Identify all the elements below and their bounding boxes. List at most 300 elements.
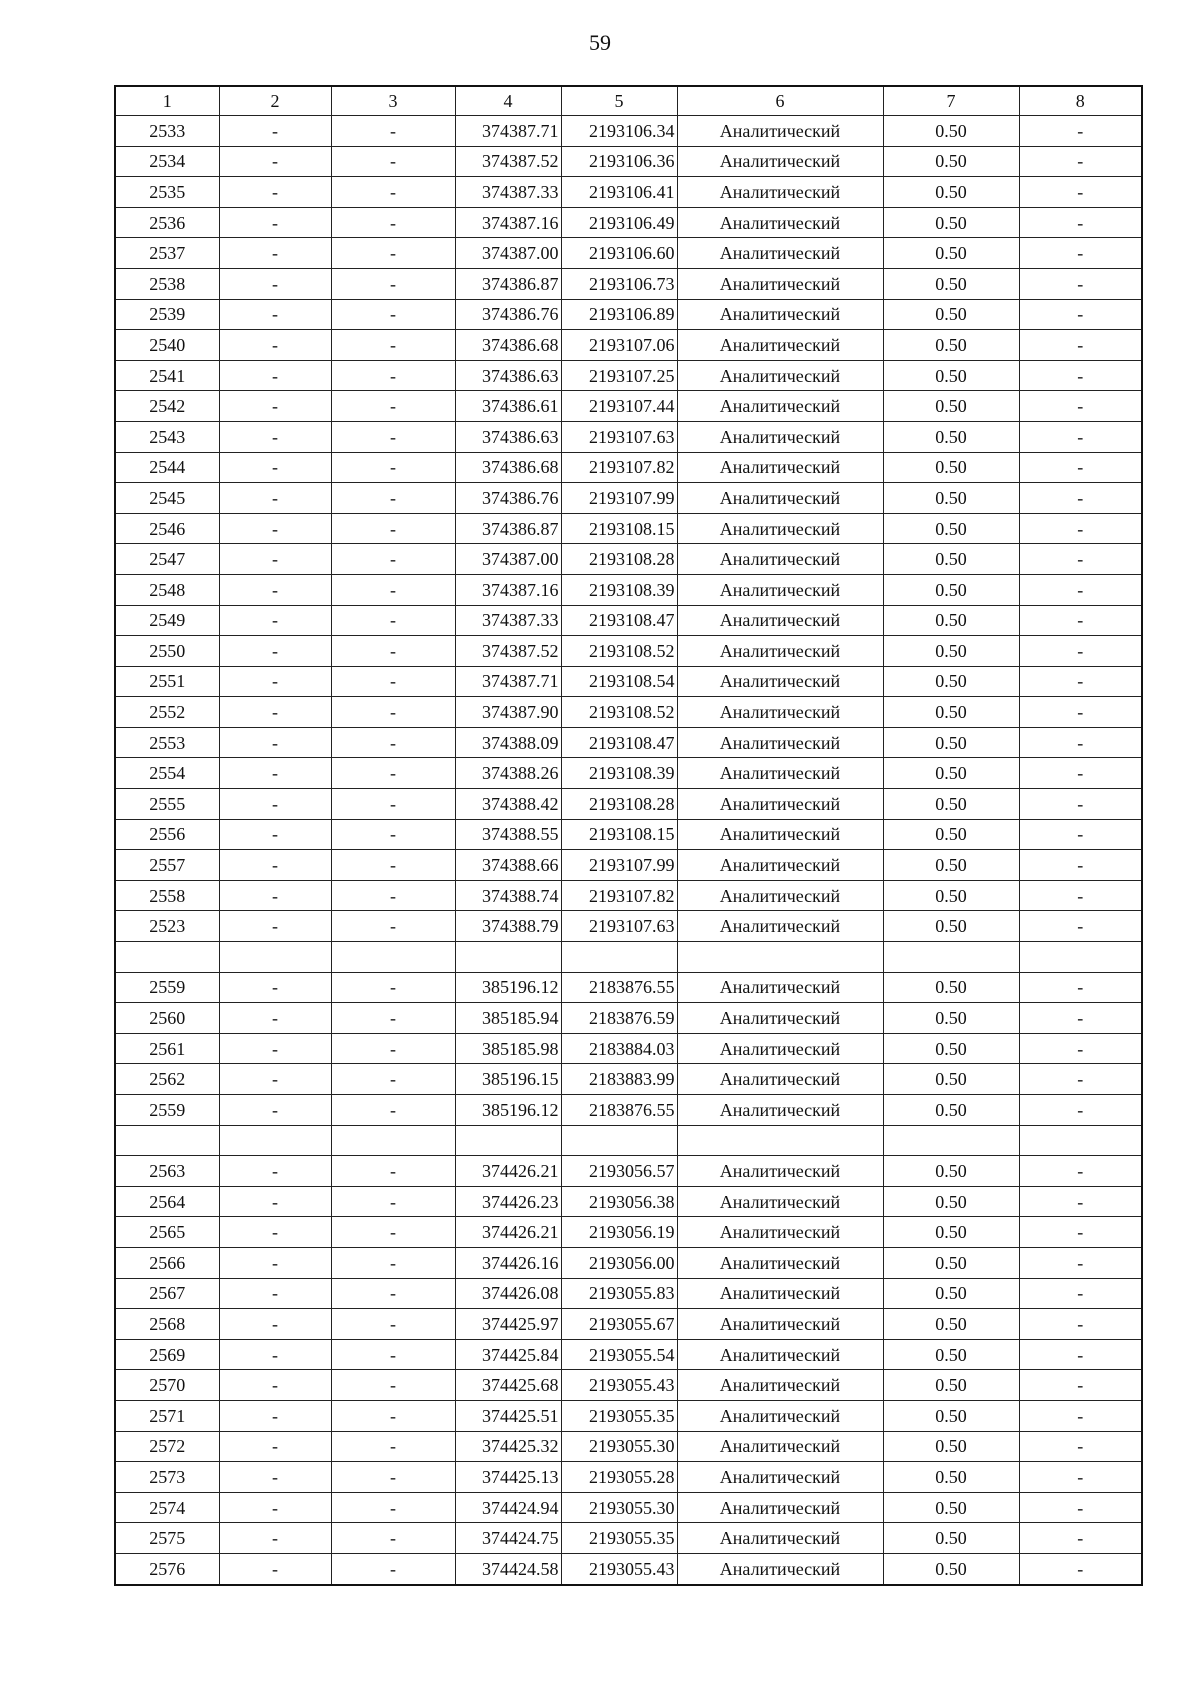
cell-col-8: - bbox=[1019, 1186, 1142, 1217]
table-row bbox=[115, 1186, 1142, 1217]
cell-accuracy: 0.50 bbox=[883, 360, 1019, 391]
table-row bbox=[115, 452, 1142, 483]
cell-coord-x: 374387.52 bbox=[455, 636, 561, 667]
cell-col-2: - bbox=[219, 666, 331, 697]
cell-method: Аналитический bbox=[677, 727, 883, 758]
cell-method: Аналитический bbox=[677, 116, 883, 147]
cell-method: Аналитический bbox=[677, 1400, 883, 1431]
table-body bbox=[115, 116, 1142, 1585]
cell-accuracy: 0.50 bbox=[883, 666, 1019, 697]
cell-coord-y bbox=[561, 1125, 677, 1156]
table-row bbox=[115, 1431, 1142, 1462]
cell-col-2: - bbox=[219, 880, 331, 911]
cell-col-8: - bbox=[1019, 452, 1142, 483]
table-row bbox=[115, 911, 1142, 942]
cell-col-8: - bbox=[1019, 1064, 1142, 1095]
cell-col-3: - bbox=[331, 1186, 455, 1217]
cell-coord-x: 374387.33 bbox=[455, 605, 561, 636]
cell-col-8 bbox=[1019, 942, 1142, 973]
table-row bbox=[115, 1400, 1142, 1431]
cell-col-8: - bbox=[1019, 1553, 1142, 1584]
cell-coord-y: 2193108.47 bbox=[561, 605, 677, 636]
cell-coord-x: 374388.26 bbox=[455, 758, 561, 789]
cell-col-2: - bbox=[219, 177, 331, 208]
table-row bbox=[115, 177, 1142, 208]
cell-coord-x bbox=[455, 1125, 561, 1156]
cell-point-number bbox=[115, 942, 219, 973]
cell-point-number: 2573 bbox=[115, 1462, 219, 1493]
cell-accuracy: 0.50 bbox=[883, 697, 1019, 728]
cell-accuracy: 0.50 bbox=[883, 819, 1019, 850]
cell-accuracy: 0.50 bbox=[883, 116, 1019, 147]
cell-col-8: - bbox=[1019, 666, 1142, 697]
cell-point-number: 2574 bbox=[115, 1492, 219, 1523]
cell-accuracy: 0.50 bbox=[883, 1003, 1019, 1034]
cell-accuracy: 0.50 bbox=[883, 421, 1019, 452]
cell-coord-x: 374386.87 bbox=[455, 268, 561, 299]
cell-col-2: - bbox=[219, 574, 331, 605]
cell-col-3: - bbox=[331, 819, 455, 850]
cell-col-2: - bbox=[219, 421, 331, 452]
cell-coord-x: 374426.21 bbox=[455, 1156, 561, 1187]
table-row bbox=[115, 1492, 1142, 1523]
cell-col-2: - bbox=[219, 330, 331, 361]
cell-col-3: - bbox=[331, 1492, 455, 1523]
cell-accuracy: 0.50 bbox=[883, 330, 1019, 361]
cell-point-number: 2561 bbox=[115, 1033, 219, 1064]
cell-accuracy: 0.50 bbox=[883, 880, 1019, 911]
cell-coord-y: 2193056.57 bbox=[561, 1156, 677, 1187]
cell-col-3: - bbox=[331, 636, 455, 667]
cell-coord-x: 374386.76 bbox=[455, 299, 561, 330]
cell-col-8: - bbox=[1019, 972, 1142, 1003]
cell-method: Аналитический bbox=[677, 1278, 883, 1309]
cell-col-8: - bbox=[1019, 911, 1142, 942]
cell-coord-y: 2193108.39 bbox=[561, 574, 677, 605]
cell-coord-y: 2193108.15 bbox=[561, 819, 677, 850]
cell-col-8: - bbox=[1019, 1492, 1142, 1523]
cell-method: Аналитический bbox=[677, 1431, 883, 1462]
cell-accuracy: 0.50 bbox=[883, 850, 1019, 881]
cell-point-number: 2537 bbox=[115, 238, 219, 269]
table-row bbox=[115, 1156, 1142, 1187]
cell-col-2: - bbox=[219, 513, 331, 544]
table-row bbox=[115, 819, 1142, 850]
cell-accuracy: 0.50 bbox=[883, 1033, 1019, 1064]
cell-col-8: - bbox=[1019, 727, 1142, 758]
cell-coord-x: 374387.16 bbox=[455, 207, 561, 238]
cell-coord-x: 374386.76 bbox=[455, 483, 561, 514]
cell-accuracy bbox=[883, 942, 1019, 973]
cell-accuracy: 0.50 bbox=[883, 207, 1019, 238]
cell-col-8: - bbox=[1019, 483, 1142, 514]
cell-col-3: - bbox=[331, 1370, 455, 1401]
cell-method: Аналитический bbox=[677, 268, 883, 299]
cell-col-2: - bbox=[219, 391, 331, 422]
cell-coord-y: 2193106.49 bbox=[561, 207, 677, 238]
cell-col-8: - bbox=[1019, 1523, 1142, 1554]
table-row bbox=[115, 972, 1142, 1003]
cell-accuracy: 0.50 bbox=[883, 177, 1019, 208]
cell-method: Аналитический bbox=[677, 391, 883, 422]
cell-point-number: 2570 bbox=[115, 1370, 219, 1401]
cell-coord-y: 2193106.36 bbox=[561, 146, 677, 177]
table-row bbox=[115, 1003, 1142, 1034]
cell-coord-y: 2193107.25 bbox=[561, 360, 677, 391]
cell-col-3: - bbox=[331, 697, 455, 728]
cell-accuracy: 0.50 bbox=[883, 574, 1019, 605]
cell-col-2: - bbox=[219, 1278, 331, 1309]
cell-coord-x: 374425.13 bbox=[455, 1462, 561, 1493]
cell-coord-x: 374426.16 bbox=[455, 1247, 561, 1278]
table-row bbox=[115, 636, 1142, 667]
cell-coord-x: 374424.58 bbox=[455, 1553, 561, 1584]
cell-coord-y: 2193106.89 bbox=[561, 299, 677, 330]
cell-col-2: - bbox=[219, 819, 331, 850]
cell-coord-y: 2183883.99 bbox=[561, 1064, 677, 1095]
cell-method: Аналитический bbox=[677, 1003, 883, 1034]
cell-col-8: - bbox=[1019, 574, 1142, 605]
table-row bbox=[115, 1247, 1142, 1278]
cell-method: Аналитический bbox=[677, 483, 883, 514]
cell-col-2: - bbox=[219, 1247, 331, 1278]
table-row bbox=[115, 421, 1142, 452]
cell-coord-y: 2193107.82 bbox=[561, 880, 677, 911]
cell-point-number: 2539 bbox=[115, 299, 219, 330]
cell-point-number: 2536 bbox=[115, 207, 219, 238]
cell-method: Аналитический bbox=[677, 421, 883, 452]
cell-coord-x: 374387.71 bbox=[455, 666, 561, 697]
cell-col-8: - bbox=[1019, 421, 1142, 452]
page-number: 59 bbox=[589, 30, 611, 55]
cell-point-number: 2541 bbox=[115, 360, 219, 391]
table-row bbox=[115, 391, 1142, 422]
cell-accuracy: 0.50 bbox=[883, 1217, 1019, 1248]
cell-col-8: - bbox=[1019, 1217, 1142, 1248]
cell-col-8: - bbox=[1019, 360, 1142, 391]
cell-point-number: 2564 bbox=[115, 1186, 219, 1217]
cell-method: Аналитический bbox=[677, 880, 883, 911]
cell-method: Аналитический bbox=[677, 1370, 883, 1401]
table-row bbox=[115, 1339, 1142, 1370]
cell-col-3: - bbox=[331, 421, 455, 452]
cell-col-2: - bbox=[219, 1339, 331, 1370]
cell-accuracy: 0.50 bbox=[883, 1064, 1019, 1095]
table-row bbox=[115, 207, 1142, 238]
cell-col-2: - bbox=[219, 1523, 331, 1554]
table-header-row bbox=[115, 86, 1142, 116]
cell-col-3: - bbox=[331, 1003, 455, 1034]
cell-col-2 bbox=[219, 942, 331, 973]
cell-accuracy: 0.50 bbox=[883, 727, 1019, 758]
cell-col-3: - bbox=[331, 452, 455, 483]
cell-accuracy: 0.50 bbox=[883, 544, 1019, 575]
cell-method: Аналитический bbox=[677, 330, 883, 361]
coordinates-table bbox=[114, 85, 1143, 1586]
table-row bbox=[115, 1217, 1142, 1248]
cell-coord-y: 2183884.03 bbox=[561, 1033, 677, 1064]
cell-coord-y: 2193055.83 bbox=[561, 1278, 677, 1309]
cell-col-8: - bbox=[1019, 268, 1142, 299]
cell-coord-x: 374387.90 bbox=[455, 697, 561, 728]
cell-col-3: - bbox=[331, 1217, 455, 1248]
cell-col-3: - bbox=[331, 268, 455, 299]
cell-col-8: - bbox=[1019, 116, 1142, 147]
cell-coord-x: 374387.00 bbox=[455, 238, 561, 269]
cell-coord-x: 374388.09 bbox=[455, 727, 561, 758]
cell-col-8: - bbox=[1019, 880, 1142, 911]
cell-coord-y: 2193055.43 bbox=[561, 1370, 677, 1401]
cell-col-8: - bbox=[1019, 1095, 1142, 1126]
cell-method: Аналитический bbox=[677, 360, 883, 391]
column-header: 2 bbox=[219, 86, 331, 116]
cell-point-number: 2558 bbox=[115, 880, 219, 911]
cell-col-8: - bbox=[1019, 513, 1142, 544]
table-row bbox=[115, 605, 1142, 636]
cell-col-8: - bbox=[1019, 177, 1142, 208]
table-row bbox=[115, 330, 1142, 361]
cell-col-2: - bbox=[219, 1400, 331, 1431]
cell-col-2: - bbox=[219, 1370, 331, 1401]
cell-col-2: - bbox=[219, 1462, 331, 1493]
cell-accuracy: 0.50 bbox=[883, 1370, 1019, 1401]
cell-col-8 bbox=[1019, 1125, 1142, 1156]
cell-coord-x: 374387.71 bbox=[455, 116, 561, 147]
table-row bbox=[115, 360, 1142, 391]
cell-method: Аналитический bbox=[677, 1186, 883, 1217]
cell-col-3: - bbox=[331, 330, 455, 361]
cell-method: Аналитический bbox=[677, 1492, 883, 1523]
cell-method: Аналитический bbox=[677, 238, 883, 269]
cell-point-number: 2555 bbox=[115, 789, 219, 820]
cell-col-8: - bbox=[1019, 819, 1142, 850]
cell-coord-y: 2193108.54 bbox=[561, 666, 677, 697]
cell-col-3: - bbox=[331, 1309, 455, 1340]
cell-method: Аналитический bbox=[677, 544, 883, 575]
cell-col-3: - bbox=[331, 972, 455, 1003]
cell-col-8: - bbox=[1019, 238, 1142, 269]
cell-col-3: - bbox=[331, 207, 455, 238]
cell-col-8: - bbox=[1019, 758, 1142, 789]
cell-col-3: - bbox=[331, 360, 455, 391]
cell-method: Аналитический bbox=[677, 1339, 883, 1370]
cell-method: Аналитический bbox=[677, 789, 883, 820]
cell-col-2: - bbox=[219, 207, 331, 238]
cell-method: Аналитический bbox=[677, 1523, 883, 1554]
cell-accuracy: 0.50 bbox=[883, 758, 1019, 789]
cell-point-number: 2534 bbox=[115, 146, 219, 177]
cell-coord-y: 2193055.35 bbox=[561, 1523, 677, 1554]
cell-col-2: - bbox=[219, 789, 331, 820]
cell-accuracy: 0.50 bbox=[883, 1553, 1019, 1584]
cell-coord-x: 374424.94 bbox=[455, 1492, 561, 1523]
cell-method: Аналитический bbox=[677, 1309, 883, 1340]
cell-col-8: - bbox=[1019, 1462, 1142, 1493]
cell-coord-y: 2193055.35 bbox=[561, 1400, 677, 1431]
cell-col-2: - bbox=[219, 238, 331, 269]
cell-col-3: - bbox=[331, 1431, 455, 1462]
cell-coord-x: 374425.68 bbox=[455, 1370, 561, 1401]
cell-col-2: - bbox=[219, 146, 331, 177]
cell-coord-x: 374388.74 bbox=[455, 880, 561, 911]
cell-coord-x: 374387.16 bbox=[455, 574, 561, 605]
cell-method: Аналитический bbox=[677, 1095, 883, 1126]
cell-col-8: - bbox=[1019, 697, 1142, 728]
cell-coord-x: 374387.33 bbox=[455, 177, 561, 208]
cell-col-8: - bbox=[1019, 330, 1142, 361]
cell-col-8: - bbox=[1019, 146, 1142, 177]
cell-coord-x: 385196.12 bbox=[455, 1095, 561, 1126]
cell-col-3: - bbox=[331, 1033, 455, 1064]
cell-point-number: 2571 bbox=[115, 1400, 219, 1431]
cell-accuracy: 0.50 bbox=[883, 911, 1019, 942]
cell-coord-x: 374386.61 bbox=[455, 391, 561, 422]
table-row bbox=[115, 238, 1142, 269]
cell-coord-y: 2193107.63 bbox=[561, 421, 677, 452]
cell-coord-y: 2193108.52 bbox=[561, 697, 677, 728]
cell-method bbox=[677, 1125, 883, 1156]
cell-col-3: - bbox=[331, 1156, 455, 1187]
cell-col-2: - bbox=[219, 452, 331, 483]
cell-coord-y: 2193055.28 bbox=[561, 1462, 677, 1493]
cell-col-2: - bbox=[219, 1064, 331, 1095]
cell-col-8: - bbox=[1019, 1339, 1142, 1370]
cell-coord-x bbox=[455, 942, 561, 973]
cell-col-2: - bbox=[219, 360, 331, 391]
cell-point-number: 2562 bbox=[115, 1064, 219, 1095]
cell-col-3: - bbox=[331, 911, 455, 942]
cell-method: Аналитический bbox=[677, 146, 883, 177]
cell-coord-y: 2183876.55 bbox=[561, 972, 677, 1003]
cell-method: Аналитический bbox=[677, 299, 883, 330]
cell-col-3: - bbox=[331, 1523, 455, 1554]
cell-accuracy: 0.50 bbox=[883, 391, 1019, 422]
cell-coord-y: 2193108.15 bbox=[561, 513, 677, 544]
table-row bbox=[115, 1278, 1142, 1309]
cell-coord-x: 374387.00 bbox=[455, 544, 561, 575]
cell-col-8: - bbox=[1019, 391, 1142, 422]
cell-col-3: - bbox=[331, 299, 455, 330]
cell-accuracy bbox=[883, 1125, 1019, 1156]
cell-method: Аналитический bbox=[677, 636, 883, 667]
cell-col-3: - bbox=[331, 1339, 455, 1370]
column-header: 5 bbox=[561, 86, 677, 116]
cell-col-3 bbox=[331, 1125, 455, 1156]
cell-method: Аналитический bbox=[677, 666, 883, 697]
cell-accuracy: 0.50 bbox=[883, 452, 1019, 483]
cell-col-2: - bbox=[219, 1553, 331, 1584]
cell-col-8: - bbox=[1019, 789, 1142, 820]
cell-coord-x: 374386.87 bbox=[455, 513, 561, 544]
cell-method: Аналитический bbox=[677, 911, 883, 942]
cell-coord-y: 2183876.55 bbox=[561, 1095, 677, 1126]
cell-accuracy: 0.50 bbox=[883, 1186, 1019, 1217]
cell-method: Аналитический bbox=[677, 1217, 883, 1248]
table-row bbox=[115, 1033, 1142, 1064]
cell-coord-x: 385196.15 bbox=[455, 1064, 561, 1095]
cell-col-2: - bbox=[219, 268, 331, 299]
cell-method: Аналитический bbox=[677, 605, 883, 636]
cell-method: Аналитический bbox=[677, 1156, 883, 1187]
cell-method: Аналитический bbox=[677, 972, 883, 1003]
cell-point-number: 2544 bbox=[115, 452, 219, 483]
cell-coord-y: 2193108.28 bbox=[561, 544, 677, 575]
cell-accuracy: 0.50 bbox=[883, 1278, 1019, 1309]
cell-point-number: 2551 bbox=[115, 666, 219, 697]
cell-col-3: - bbox=[331, 1400, 455, 1431]
cell-col-3: - bbox=[331, 880, 455, 911]
cell-col-2: - bbox=[219, 483, 331, 514]
cell-col-8: - bbox=[1019, 1156, 1142, 1187]
cell-col-3: - bbox=[331, 1553, 455, 1584]
cell-col-3: - bbox=[331, 1095, 455, 1126]
cell-point-number: 2552 bbox=[115, 697, 219, 728]
table-row bbox=[115, 942, 1142, 973]
cell-coord-x: 374386.63 bbox=[455, 421, 561, 452]
cell-col-2: - bbox=[219, 1309, 331, 1340]
cell-col-2: - bbox=[219, 605, 331, 636]
cell-col-8: - bbox=[1019, 207, 1142, 238]
cell-accuracy: 0.50 bbox=[883, 299, 1019, 330]
cell-coord-y: 2193108.47 bbox=[561, 727, 677, 758]
cell-accuracy: 0.50 bbox=[883, 146, 1019, 177]
cell-col-8: - bbox=[1019, 1003, 1142, 1034]
cell-point-number: 2568 bbox=[115, 1309, 219, 1340]
cell-coord-x: 374426.21 bbox=[455, 1217, 561, 1248]
cell-point-number: 2542 bbox=[115, 391, 219, 422]
cell-point-number: 2540 bbox=[115, 330, 219, 361]
cell-coord-y: 2193056.38 bbox=[561, 1186, 677, 1217]
cell-coord-y: 2193055.54 bbox=[561, 1339, 677, 1370]
cell-col-8: - bbox=[1019, 1309, 1142, 1340]
cell-point-number: 2554 bbox=[115, 758, 219, 789]
cell-accuracy: 0.50 bbox=[883, 238, 1019, 269]
cell-coord-x: 374425.51 bbox=[455, 1400, 561, 1431]
cell-col-2: - bbox=[219, 1186, 331, 1217]
cell-col-8: - bbox=[1019, 850, 1142, 881]
table-row bbox=[115, 268, 1142, 299]
cell-coord-x: 374424.75 bbox=[455, 1523, 561, 1554]
cell-col-3 bbox=[331, 942, 455, 973]
cell-point-number: 2566 bbox=[115, 1247, 219, 1278]
cell-col-2: - bbox=[219, 636, 331, 667]
cell-point-number: 2557 bbox=[115, 850, 219, 881]
cell-method: Аналитический bbox=[677, 1553, 883, 1584]
column-header: 4 bbox=[455, 86, 561, 116]
cell-accuracy: 0.50 bbox=[883, 1339, 1019, 1370]
cell-point-number: 2563 bbox=[115, 1156, 219, 1187]
cell-point-number: 2533 bbox=[115, 116, 219, 147]
table-row bbox=[115, 299, 1142, 330]
cell-coord-x: 374425.32 bbox=[455, 1431, 561, 1462]
cell-coord-x: 374388.42 bbox=[455, 789, 561, 820]
cell-coord-y: 2193106.60 bbox=[561, 238, 677, 269]
cell-coord-y: 2193108.39 bbox=[561, 758, 677, 789]
cell-col-2 bbox=[219, 1125, 331, 1156]
cell-point-number: 2560 bbox=[115, 1003, 219, 1034]
cell-method: Аналитический bbox=[677, 574, 883, 605]
cell-coord-y: 2193108.28 bbox=[561, 789, 677, 820]
cell-col-3: - bbox=[331, 1278, 455, 1309]
table-row bbox=[115, 1370, 1142, 1401]
cell-col-8: - bbox=[1019, 299, 1142, 330]
cell-col-3: - bbox=[331, 789, 455, 820]
cell-coord-y: 2193056.19 bbox=[561, 1217, 677, 1248]
cell-col-3: - bbox=[331, 1462, 455, 1493]
table-row bbox=[115, 697, 1142, 728]
cell-coord-y bbox=[561, 942, 677, 973]
cell-col-3: - bbox=[331, 1064, 455, 1095]
